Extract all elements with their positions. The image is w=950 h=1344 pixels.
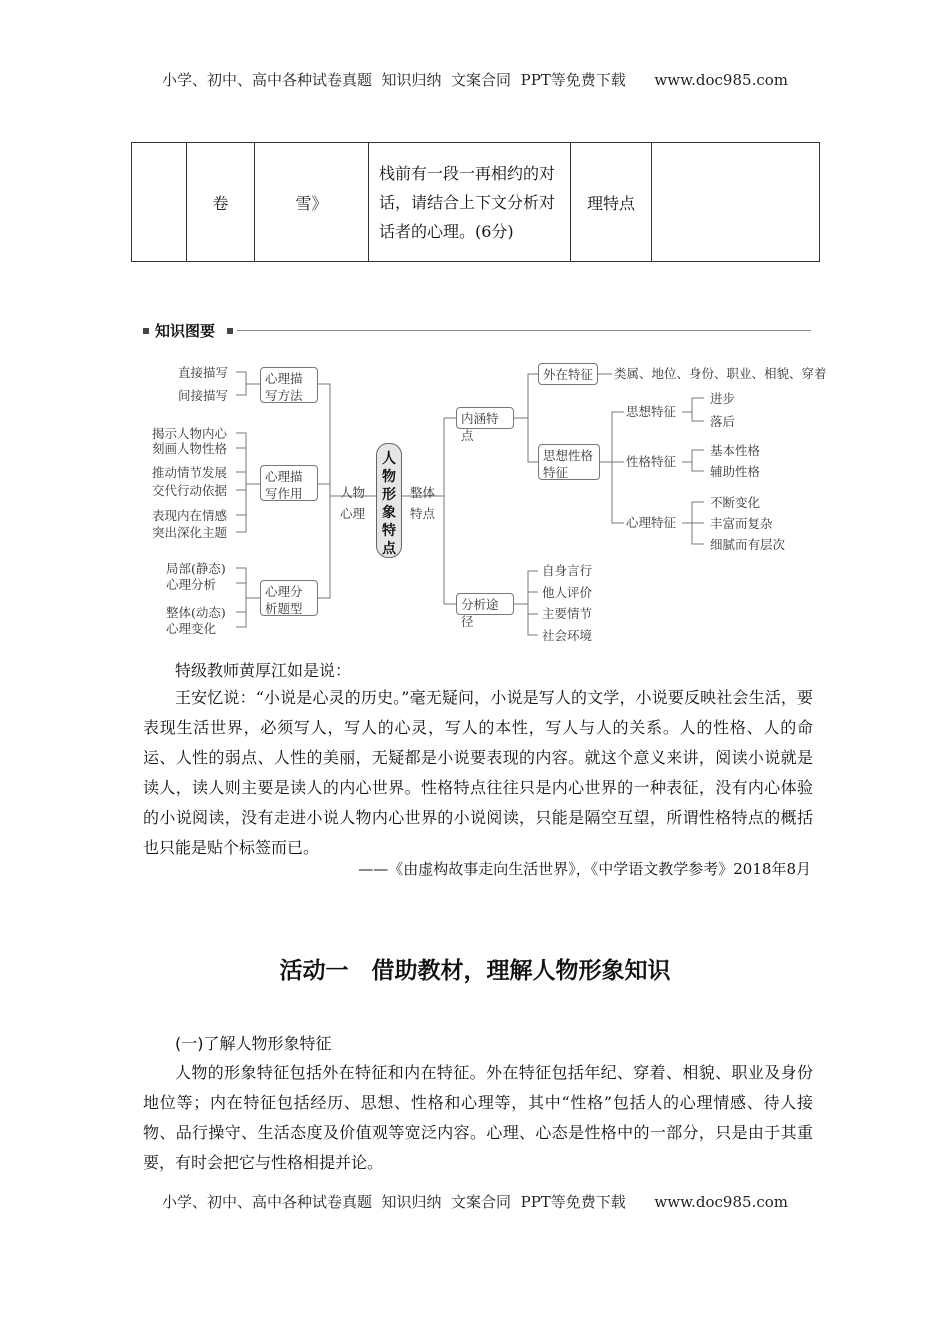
right-branch-label: 特点 — [410, 506, 436, 521]
thought-item: 落后 — [710, 414, 736, 429]
method-item: 间接描写 — [178, 388, 229, 403]
quote-intro: 特级教师黄厚江如是说： — [175, 661, 352, 680]
type-box: 心理分析题型 — [260, 580, 318, 616]
quote-body: 王安忆说：“小说是心灵的历史。”毫无疑问，小说是写人的文学，小说要反映社会生活，要表现生活世界，必须写人，写人的心灵，写人的本性，写人与人的关系。人的性格、人的命运、人性的弱点、人性的美丽，无疑都是小说要表现的内容。就这个意义来讲，阅读小说就是读人，读人则主要是读人的内心世界。性格特点往往只是内心世界的一种表征，没有内心体验的小说阅读，没有走进小说人物内心世界的小说阅读，只能是隔空互望，所谓性格特点的概括也只能是贴个标签而已。 — [143, 688, 813, 857]
psych-item: 细腻而有层次 — [710, 537, 786, 552]
path-item: 自身言行 — [542, 563, 593, 578]
subsection-title: (一)了解人物形象特征 — [175, 1034, 332, 1053]
right-branch-label: 整体 — [410, 485, 436, 500]
type-item: 局部(静态) — [166, 561, 226, 576]
path-item: 社会环境 — [542, 628, 593, 643]
left-branch-label: 心理 — [340, 506, 366, 521]
path-box: 分析途径 — [456, 593, 514, 615]
section-title: 知识图要 — [155, 322, 216, 340]
table-cell: 卷 — [187, 143, 255, 262]
path-item: 主要情节 — [542, 606, 593, 621]
page-footer: 小学、初中、高中各种试卷真题 知识归纳 文案合同 PPT等免费下载 www.doc985.com — [161, 1193, 788, 1211]
activity-title: 活动一 借助教材，理解人物形象知识 — [279, 958, 671, 984]
type-item: 心理变化 — [166, 621, 217, 636]
external-detail: 类属、地位、身份、职业、相貌、穿着 — [614, 366, 827, 381]
character-item: 辅助性格 — [710, 464, 761, 479]
connotation-box: 内涵特点 — [456, 407, 514, 429]
subsection-body: 人物的形象特征包括外在特征和内在特征。外在特征包括年纪、穿着、相貌、职业及身份地位等；内在特征包括经历、思想、性格和心理等，其中“性格”包括人的心理情感、待人接物、品行操守、生活态度及价值观等宽泛内容。心理、心态是性格中的一部分，只是由于其重要，有时会把它与性格相提并论。 — [143, 1063, 813, 1172]
type-item: 整体(动态) — [166, 605, 226, 620]
method-box: 心理描写方法 — [260, 367, 318, 403]
method-item: 直接描写 — [178, 365, 229, 380]
function-item: 刻画人物性格 — [152, 441, 228, 456]
thought-character-box: 思想性格特征 — [538, 444, 600, 480]
character-label: 性格特征 — [626, 454, 677, 469]
table-cell: 栈前有一段一再相约的对话，请结合上下文分析对话者的心理。(6分) — [369, 143, 571, 262]
center-node: 人物形象特点 — [376, 443, 402, 558]
table-cell: 理特点 — [571, 143, 652, 262]
psych-label: 心理特征 — [626, 515, 677, 530]
psych-item: 不断变化 — [710, 495, 761, 510]
path-item: 他人评价 — [542, 585, 593, 600]
function-item: 揭示人物内心 — [152, 426, 228, 441]
thought-item: 进步 — [710, 391, 736, 406]
type-item: 心理分析 — [166, 577, 217, 592]
quote-source: ——《由虚构故事走向生活世界》，《中学语文教学参考》2018年8月 — [358, 860, 811, 878]
external-box: 外在特征 — [538, 363, 598, 385]
function-item: 表现内在情感 — [152, 508, 228, 523]
table-cell: 雪》 — [255, 143, 369, 262]
function-box: 心理描写作用 — [260, 465, 318, 501]
function-item: 交代行动依据 — [152, 483, 228, 498]
thought-label: 思想特征 — [626, 404, 677, 419]
function-item: 推动情节发展 — [152, 465, 228, 480]
page-header: 小学、初中、高中各种试卷真题 知识归纳 文案合同 PPT等免费下载 www.doc985.com — [161, 71, 788, 89]
character-item: 基本性格 — [710, 443, 761, 458]
left-branch-label: 人物 — [340, 485, 366, 500]
psych-item: 丰富而复杂 — [710, 516, 773, 531]
function-item: 突出深化主题 — [152, 525, 228, 540]
